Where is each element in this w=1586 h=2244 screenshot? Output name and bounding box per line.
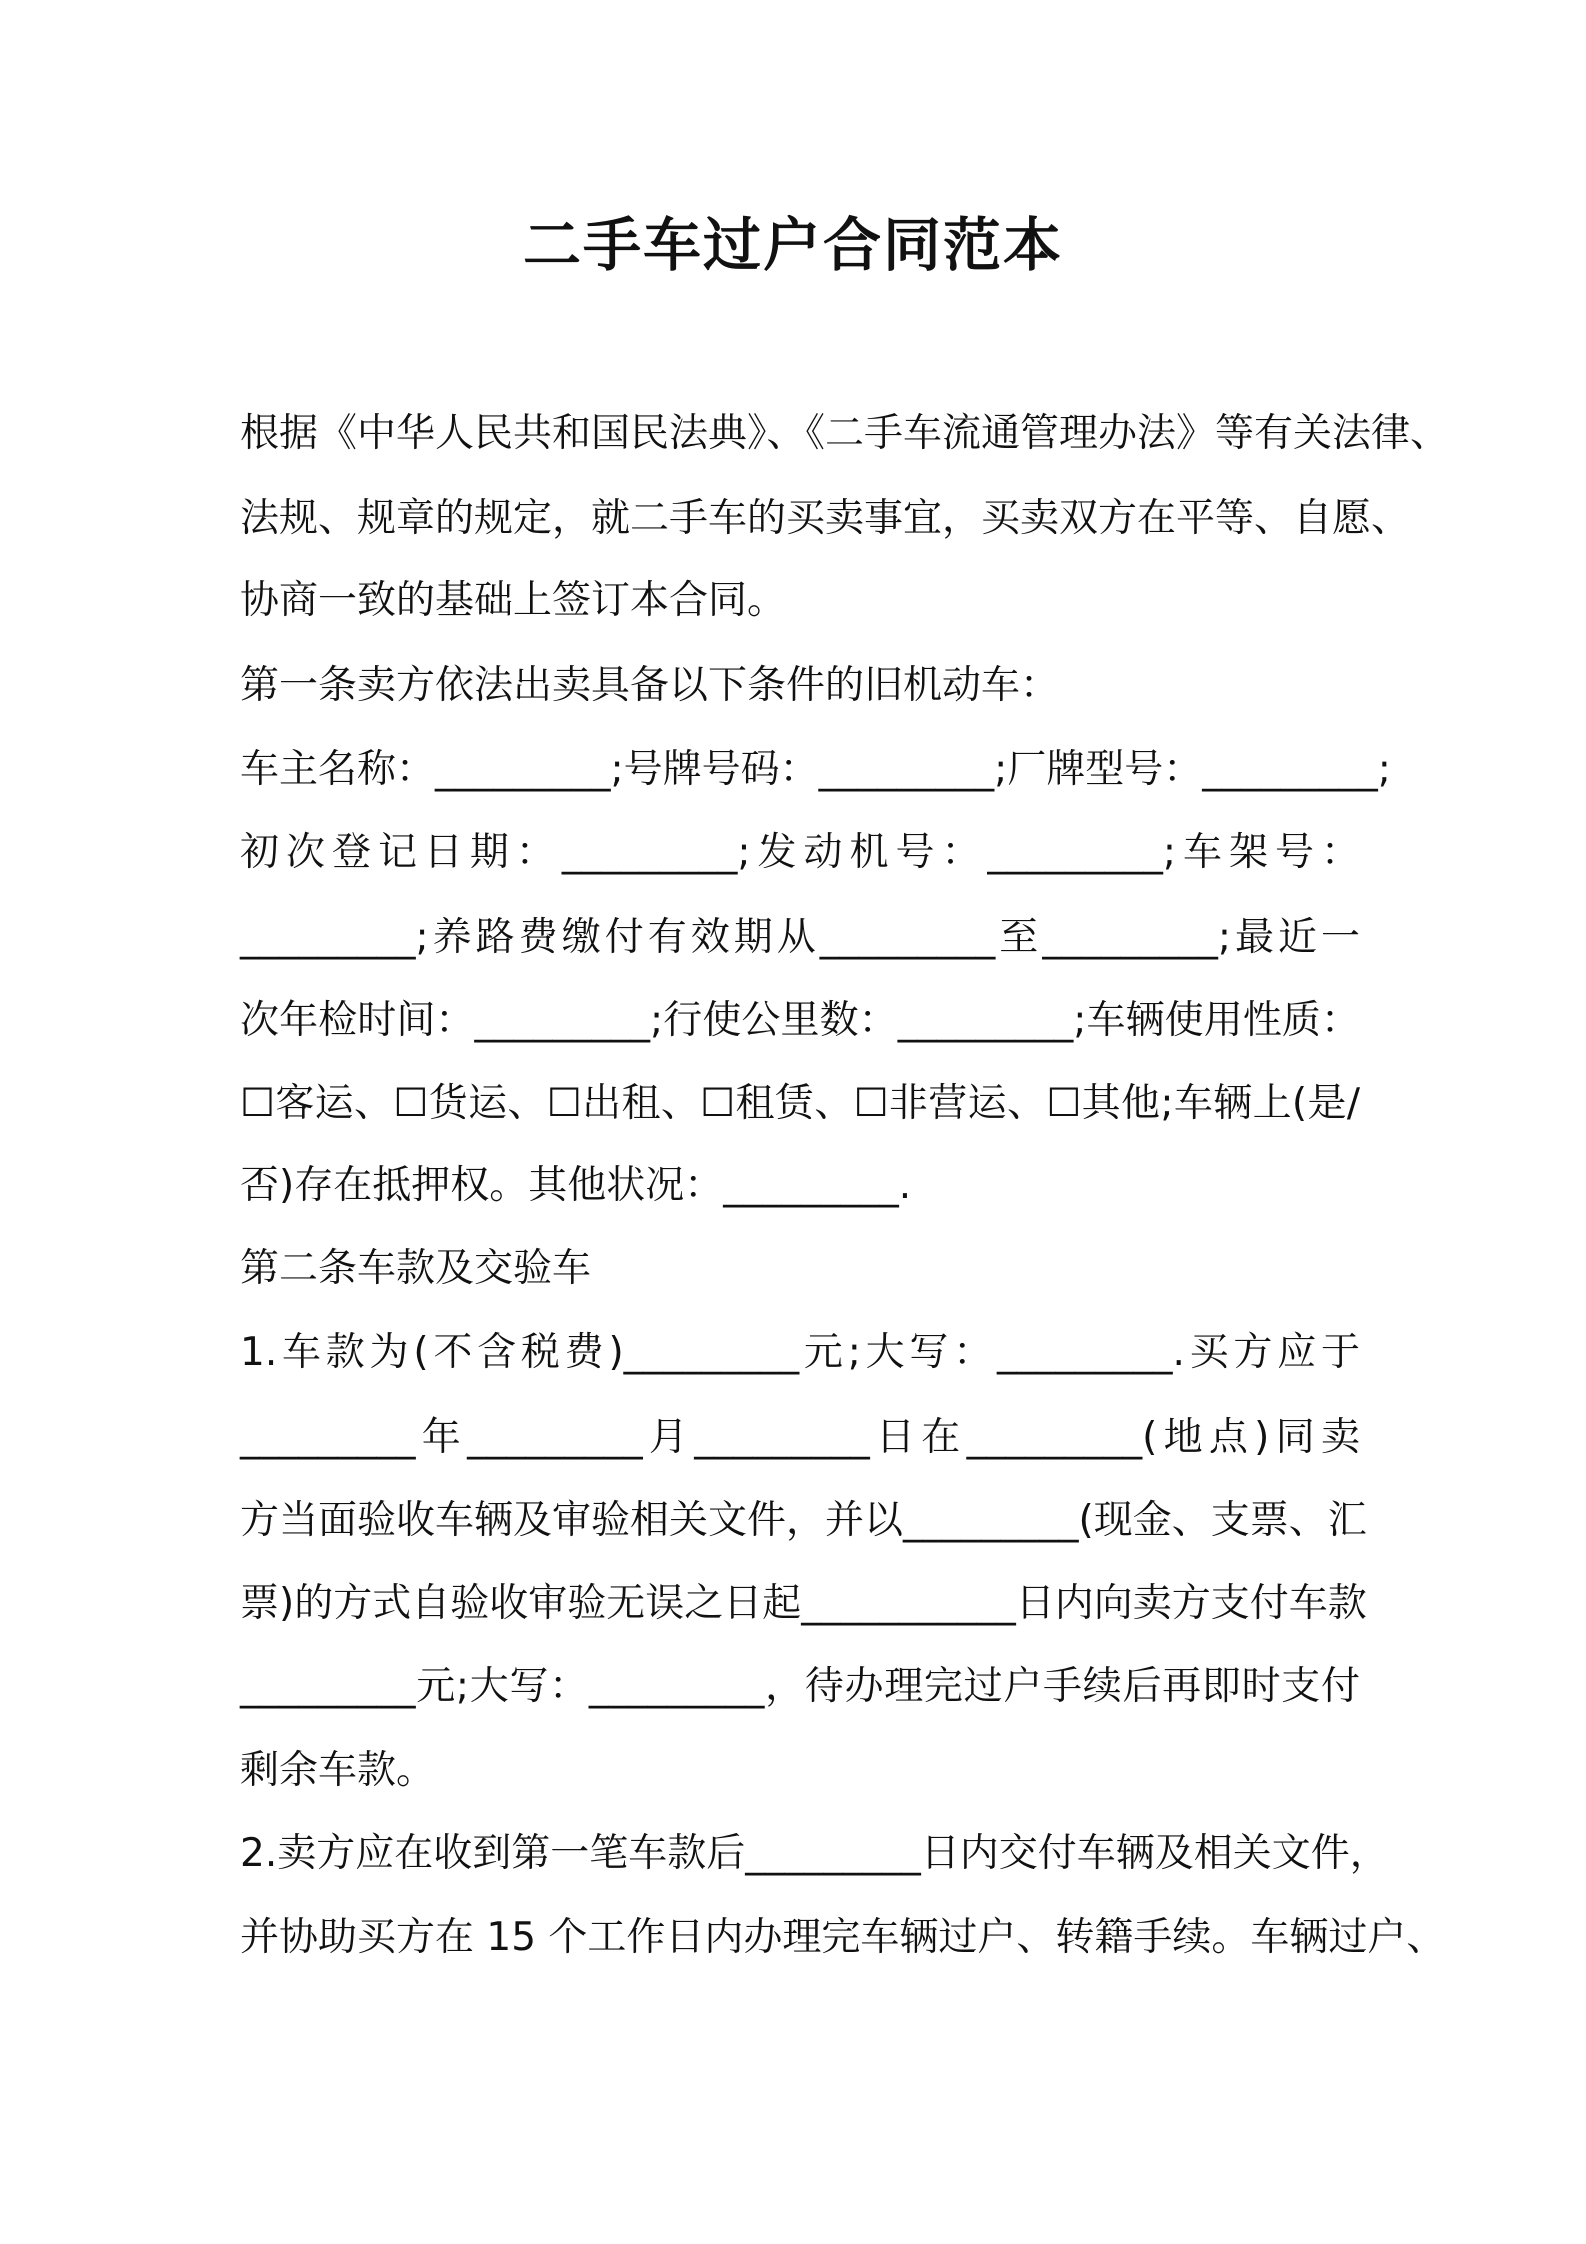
paragraph-line: 车主名称：_________;号牌号码：_________;厂牌型号：_________; — [240, 747, 1391, 792]
paragraph-line: 次年检时间：_________;行使公里数：_________;车辆使用性质： — [240, 998, 1360, 1043]
paragraph-line: 协商一致的基础上签订本合同。 — [240, 578, 787, 623]
paragraph-line: ☐客运、☐货运、☐出租、☐租赁、☐非营运、☐其他;车辆上(是/ — [240, 1081, 1360, 1126]
paragraph-line: 1.车款为(不含税费)_________元;大写：_________.买方应于 — [240, 1330, 1360, 1375]
paragraph-line: 否)存在抵押权。其他状况：_________. — [240, 1163, 912, 1208]
paragraph-line: _________年_________月_________日在_________(地点)同卖 — [240, 1415, 1360, 1460]
paragraph-line: 方当面验收车辆及审验相关文件，并以_________(现金、支票、汇 — [240, 1498, 1367, 1543]
paragraph-line: _________元;大写：_________，待办理完过户手续后再即时支付 — [240, 1664, 1360, 1709]
paragraph-line: _________;养路费缴付有效期从_________至_________;最近一 — [240, 915, 1360, 960]
document-title: 二手车过户合同范本 — [522, 211, 1063, 279]
section-heading: 第二条车款及交验车 — [240, 1246, 592, 1291]
paragraph-line: 初次登记日期：_________;发动机号：_________;车架号： — [240, 830, 1360, 875]
paragraph-line: 并协助买方在 15 个工作日内办理完车辆过户、转籍手续。车辆过户、 — [240, 1915, 1446, 1960]
paragraph-line: 票)的方式自验收审验无误之日起___________日内向卖方支付车款 — [240, 1581, 1367, 1626]
paragraph-line: 2.卖方应在收到第一笔车款后_________日内交付车辆及相关文件， — [240, 1831, 1389, 1876]
section-heading: 第一条卖方依法出卖具备以下条件的旧机动车： — [240, 663, 1060, 708]
paragraph-line: 剩余车款。 — [240, 1748, 436, 1793]
paragraph-line: 法规、规章的规定，就二手车的买卖事宜，买卖双方在平等、自愿、 — [240, 496, 1411, 541]
paragraph-line: 根据《中华人民共和国民法典》、《二手车流通管理办法》等有关法律、 — [240, 411, 1450, 456]
